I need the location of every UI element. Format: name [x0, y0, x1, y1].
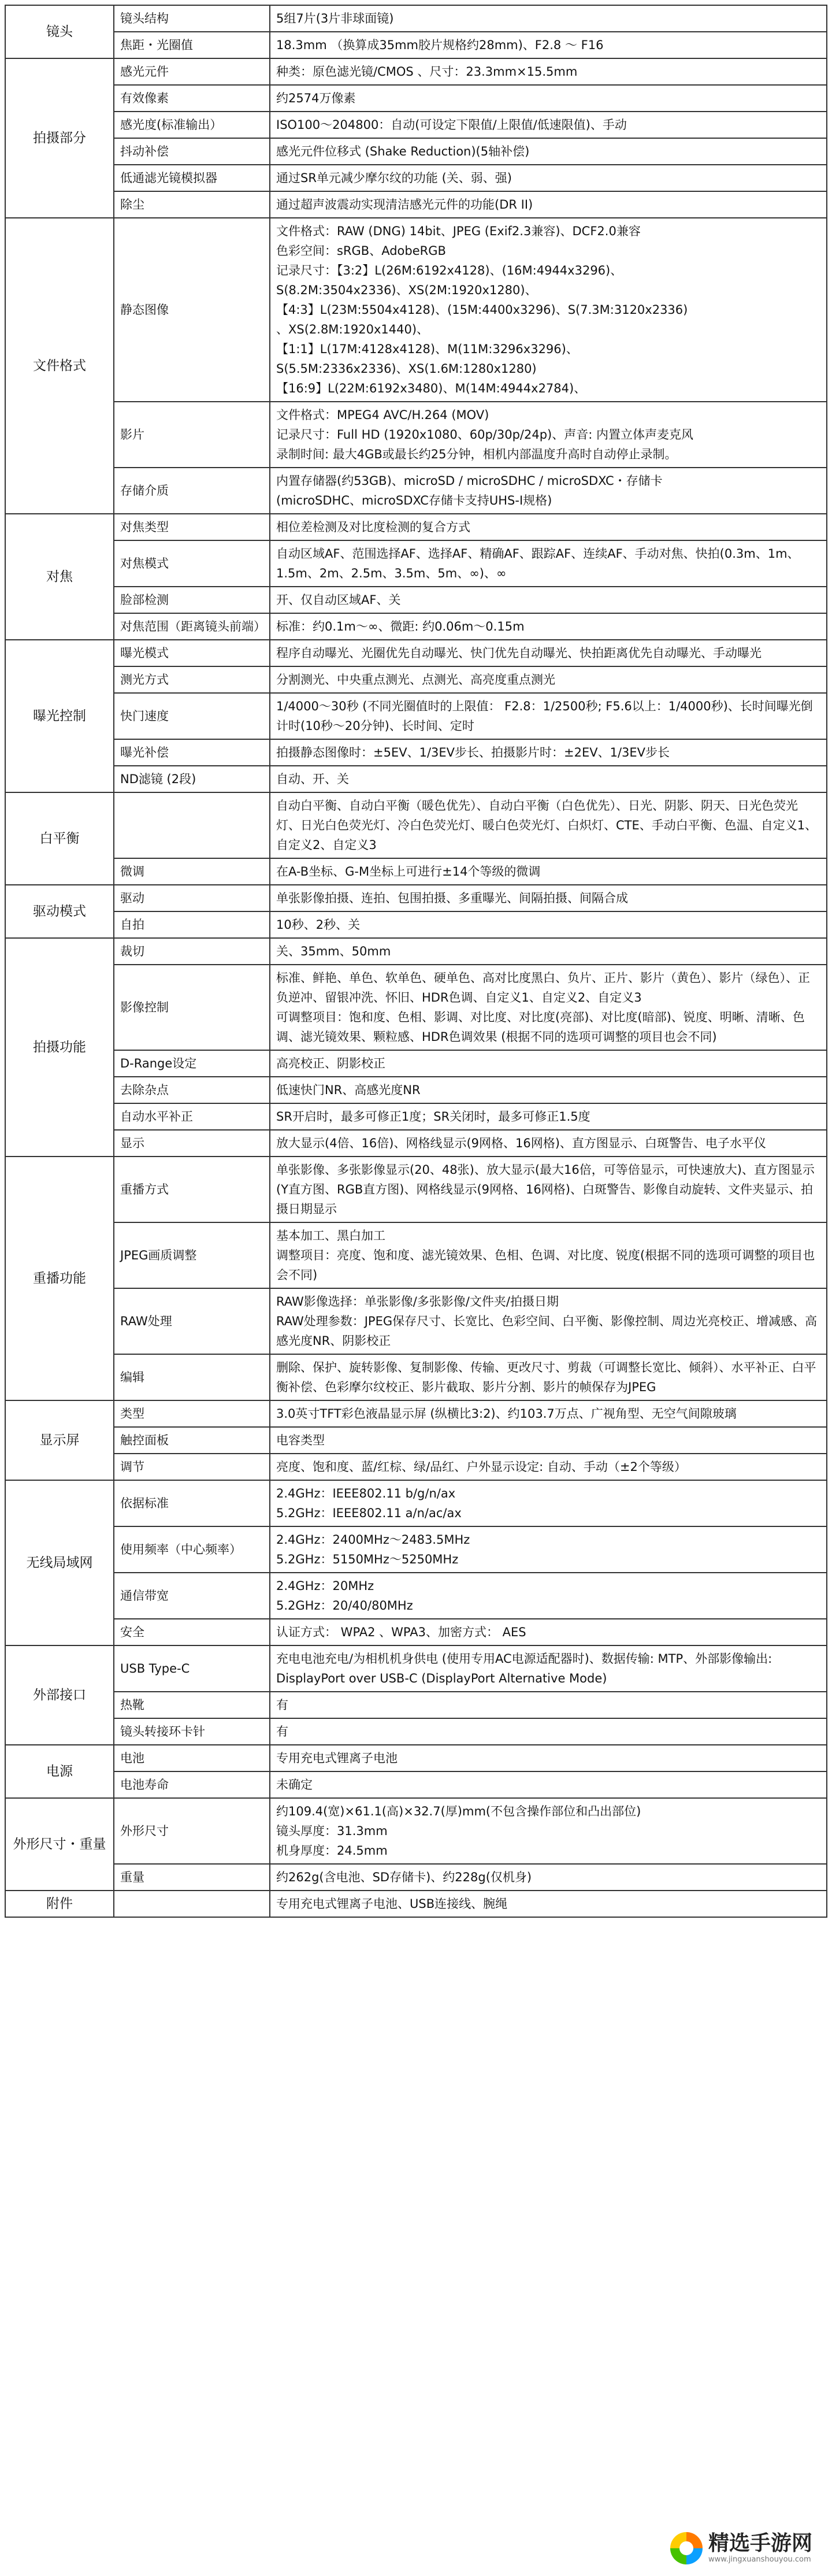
- watermark-url: www.jingxuanshouyou.com: [708, 2555, 811, 2564]
- spec-row: [5, 1692, 827, 1718]
- value-line: 拍摄静态图像时：±5EV、1/3EV步长、拍摄影片时：±2EV、1/3EV步长: [276, 746, 670, 759]
- spec-row: [5, 32, 827, 58]
- item-value-cell: [270, 138, 827, 165]
- spec-row: [5, 1645, 827, 1692]
- spec-row: [5, 85, 827, 112]
- item-label-cell: 影片: [114, 402, 270, 468]
- value-line: 约109.4(宽)×61.1(高)×32.7(厚)mm(不包含操作部位和凸出部位): [276, 1804, 641, 1818]
- item-label-cell: 对焦类型: [114, 514, 270, 540]
- item-label-cell: 脸部检测: [114, 587, 270, 613]
- item-value-cell: [270, 1480, 827, 1526]
- item-label-cell: 通信带宽: [114, 1573, 270, 1619]
- value-line: 分割测光、中央重点测光、点测光、高亮度重点测光: [276, 673, 555, 687]
- item-value-cell: [270, 191, 827, 218]
- item-value-cell: [270, 1157, 827, 1222]
- spec-row: [5, 911, 827, 938]
- value-line: ISO100～204800：自动(可设定下限值/上限值/低速限值)、手动: [276, 118, 627, 132]
- item-label-cell: 镜头转接环卡针: [114, 1718, 270, 1745]
- spec-row: [5, 1130, 827, 1157]
- item-label-cell: [114, 1891, 270, 1917]
- item-value-cell: [270, 911, 827, 938]
- item-value-cell: [270, 1798, 827, 1864]
- value-line: 【4:3】L(23M:5504x4128)、(15M:4400x3296)、S(7.3M:3120x2336): [276, 303, 688, 317]
- item-label-cell: 热靴: [114, 1692, 270, 1718]
- value-line: 专用充电式锂离子电池、USB连接线、腕绳: [276, 1897, 508, 1911]
- value-line: 【1:1】L(17M:4128x4128)、M(11M:3296x3296)、: [276, 342, 578, 356]
- value-line: 开、仅自动区域AF、关: [276, 593, 401, 607]
- value-line: 、XS(2.8M:1920x1440)、: [276, 323, 429, 336]
- spec-row: [5, 1354, 827, 1400]
- item-label-cell: 去除杂点: [114, 1077, 270, 1103]
- item-value-cell: [270, 1771, 827, 1798]
- spec-row: [5, 1771, 827, 1798]
- watermark: [662, 2529, 820, 2568]
- item-label-cell: 曝光补偿: [114, 739, 270, 766]
- spec-row: [5, 1526, 827, 1573]
- item-value-cell: [270, 402, 827, 468]
- item-label-cell: D-Range设定: [114, 1050, 270, 1077]
- spec-row: [5, 540, 827, 587]
- item-value-cell: [270, 5, 827, 32]
- value-line: 5.2GHz：20/40/80MHz: [276, 1599, 413, 1613]
- value-line: 自动白平衡、自动白平衡（暖色优先）、自动白平衡（白色优先）、日光、阴影、阴天、日光色荧光灯、日光白色荧光灯、冷白色荧光灯、暖白色荧光灯、白炽灯、CTE、手动白平衡、色温、自定义1、自定义2、自定义3: [276, 799, 818, 852]
- category-cell: 重播功能: [5, 1157, 114, 1400]
- value-line: S(5.5M:2336x2336)、XS(1.6M:1280x1280): [276, 362, 537, 376]
- value-line: 镜头厚度：31.3mm: [276, 1824, 388, 1838]
- value-line: 在A-B坐标、G-M坐标上可进行±14个等级的微调: [276, 865, 541, 879]
- item-value-cell: [270, 1354, 827, 1400]
- item-value-cell: [270, 965, 827, 1050]
- watermark-title: 精选手游网: [708, 2531, 812, 2555]
- spec-table: [5, 5, 827, 1918]
- value-line: 通过SR单元减少摩尔纹的功能 (关、弱、强): [276, 171, 512, 185]
- item-value-cell: [270, 766, 827, 792]
- value-line: 有: [276, 1698, 288, 1712]
- spec-row: [5, 587, 827, 613]
- value-line: 单张影像拍摄、连拍、包围拍摄、多重曝光、间隔拍摄、间隔合成: [276, 891, 628, 905]
- item-value-cell: [270, 1619, 827, 1645]
- item-value-cell: [270, 540, 827, 587]
- item-value-cell: [270, 885, 827, 911]
- spec-row: [5, 138, 827, 165]
- item-value-cell: [270, 165, 827, 191]
- value-line: 18.3mm （换算成35mm胶片规格约28mm)、F2.8 ～ F16: [276, 38, 604, 52]
- spec-row: [5, 858, 827, 885]
- item-label-cell: 低通滤光镜模拟器: [114, 165, 270, 191]
- spec-row: [5, 766, 827, 792]
- item-label-cell: 类型: [114, 1400, 270, 1427]
- item-value-cell: [270, 693, 827, 739]
- item-value-cell: [270, 938, 827, 965]
- value-line: 关、35mm、50mm: [276, 944, 391, 958]
- spec-row: [5, 1222, 827, 1288]
- item-value-cell: [270, 1130, 827, 1157]
- spec-row: [5, 1891, 827, 1917]
- item-value-cell: [270, 1864, 827, 1891]
- spec-row: [5, 1864, 827, 1891]
- spec-row: [5, 1157, 827, 1222]
- item-value-cell: [270, 666, 827, 693]
- item-label-cell: 重量: [114, 1864, 270, 1891]
- category-cell: 显示屏: [5, 1400, 114, 1480]
- value-line: 内置存储器(约53GB)、microSD / microSDHC / microSDXC・存储卡: [276, 474, 663, 488]
- value-line: 5.2GHz：5150MHz～5250MHz: [276, 1552, 459, 1566]
- value-line: S(8.2M:3504x2336)、XS(2M:1920x1280)、: [276, 283, 537, 297]
- value-line: 基本加工、黑白加工: [276, 1229, 385, 1243]
- item-value-cell: [270, 1891, 827, 1917]
- category-cell: 电源: [5, 1745, 114, 1798]
- spec-row: [5, 58, 827, 85]
- value-line: 自动区域AF、范围选择AF、选择AF、精确AF、跟踪AF、连续AF、手动对焦、快拍(0.3m、1m、1.5m、2m、2.5m、3.5m、5m、∞)、∞: [276, 547, 800, 580]
- spec-row: [5, 1288, 827, 1354]
- item-value-cell: [270, 514, 827, 540]
- item-value-cell: [270, 1718, 827, 1745]
- spec-row: [5, 1718, 827, 1745]
- category-cell: 附件: [5, 1891, 114, 1917]
- item-label-cell: 除尘: [114, 191, 270, 218]
- item-label-cell: 重播方式: [114, 1157, 270, 1222]
- spec-row: [5, 402, 827, 468]
- item-label-cell: 对焦模式: [114, 540, 270, 587]
- item-label-cell: 感光元件: [114, 58, 270, 85]
- spec-row: [5, 5, 827, 32]
- value-line: SR开启时，最多可修正1度；SR关闭时，最多可修正1.5度: [276, 1110, 590, 1124]
- item-value-cell: [270, 1526, 827, 1573]
- item-label-cell: 显示: [114, 1130, 270, 1157]
- item-label-cell: USB Type-C: [114, 1645, 270, 1692]
- item-label-cell: 存储介质: [114, 468, 270, 514]
- item-label-cell: 镜头结构: [114, 5, 270, 32]
- value-line: 可调整项目：饱和度、色相、影调、对比度、对比度(亮部)、对比度(暗部)、锐度、明晰、清晰、色调、滤光镜效果、颗粒感、HDR色调效果 (根据不同的选项可调整的项目也会不同): [276, 1010, 805, 1044]
- item-label-cell: JPEG画质调整: [114, 1222, 270, 1288]
- item-value-cell: [270, 792, 827, 858]
- item-label-cell: 影像控制: [114, 965, 270, 1050]
- value-line: 调整项目：亮度、饱和度、滤光镜效果、色相、色调、对比度、锐度(根据不同的选项可调整的项目也会不同): [276, 1248, 815, 1282]
- item-label-cell: 编辑: [114, 1354, 270, 1400]
- site-logo-icon: [670, 2532, 703, 2564]
- spec-row: [5, 514, 827, 540]
- item-value-cell: [270, 468, 827, 514]
- item-value-cell: [270, 613, 827, 640]
- item-label-cell: 使用频率（中心频率）: [114, 1526, 270, 1573]
- value-line: 2.4GHz：2400MHz～2483.5MHz: [276, 1533, 470, 1547]
- item-value-cell: [270, 1454, 827, 1480]
- value-line: 色彩空间：sRGB、AdobeRGB: [276, 244, 446, 258]
- value-line: (microSDHC、microSDXC存储卡支持UHS-I规格): [276, 494, 552, 507]
- value-line: 自动、开、关: [276, 772, 349, 786]
- value-line: 程序自动曝光、光圈优先自动曝光、快门优先自动曝光、快拍距离优先自动曝光、手动曝光: [276, 646, 762, 660]
- spec-row: [5, 1798, 827, 1864]
- spec-row: [5, 640, 827, 666]
- category-cell: 无线局域网: [5, 1480, 114, 1645]
- spec-row: [5, 739, 827, 766]
- value-line: 5组7片(3片非球面镜): [276, 12, 394, 25]
- spec-row: [5, 191, 827, 218]
- value-line: 标准、鲜艳、单色、软单色、硬单色、高对比度黑白、负片、正片、影片（黄色）、影片（绿色）、正负逆冲、留银冲洗、怀旧、HDR色调、自定义1、自定义2、自定义3: [276, 971, 810, 1005]
- spec-row: [5, 1077, 827, 1103]
- spec-row: [5, 1103, 827, 1130]
- value-line: 未确定: [276, 1778, 313, 1792]
- item-value-cell: [270, 1077, 827, 1103]
- item-label-cell: [114, 792, 270, 858]
- category-cell: 白平衡: [5, 792, 114, 885]
- item-value-cell: [270, 1050, 827, 1077]
- item-label-cell: 对焦范围（距离镜头前端）: [114, 613, 270, 640]
- item-value-cell: [270, 112, 827, 138]
- spec-row: [5, 1427, 827, 1454]
- item-value-cell: [270, 587, 827, 613]
- value-line: 约262g(含电池、SD存储卡)、约228g(仅机身): [276, 1870, 532, 1884]
- item-label-cell: 测光方式: [114, 666, 270, 693]
- category-cell: 文件格式: [5, 218, 114, 514]
- item-label-cell: 有效像素: [114, 85, 270, 112]
- item-label-cell: 触控面板: [114, 1427, 270, 1454]
- spec-row: [5, 1400, 827, 1427]
- value-line: 约2574万像素: [276, 91, 356, 105]
- item-value-cell: [270, 1692, 827, 1718]
- item-label-cell: 曝光模式: [114, 640, 270, 666]
- item-label-cell: 焦距・光圈值: [114, 32, 270, 58]
- value-line: 文件格式：RAW (DNG) 14bit、JPEG (Exif2.3兼容)、DCF2.0兼容: [276, 224, 641, 238]
- value-line: 高亮校正、阴影校正: [276, 1057, 385, 1070]
- item-label-cell: 电池寿命: [114, 1771, 270, 1798]
- item-label-cell: 驱动: [114, 885, 270, 911]
- item-value-cell: [270, 85, 827, 112]
- value-line: 专用充电式锂离子电池: [276, 1751, 398, 1765]
- value-line: 【16:9】L(22M:6192x3480)、M(14M:4944x2784)、: [276, 381, 586, 395]
- spec-row: [5, 468, 827, 514]
- value-line: 亮度、饱和度、蓝/红棕、绿/品红、户外显示设定: 自动、手动（±2个等级）: [276, 1460, 686, 1474]
- item-label-cell: 抖动补偿: [114, 138, 270, 165]
- item-value-cell: [270, 218, 827, 402]
- value-line: 1/4000～30秒 (不同光圈值时的上限值： F2.8：1/2500秒; F5.6以上：1/4000秒)、长时间曝光倒计时(10秒～20分钟)、长时间、定时: [276, 699, 813, 733]
- value-line: 机身厚度：24.5mm: [276, 1844, 388, 1858]
- spec-row: [5, 1745, 827, 1771]
- spec-row: [5, 666, 827, 693]
- spec-row: [5, 693, 827, 739]
- value-line: RAW处理参数：JPEG保存尺寸、长宽比、色彩空间、白平衡、影像控制、周边光亮校正、增减感、高感光度NR、阴影校正: [276, 1314, 818, 1348]
- item-value-cell: [270, 1745, 827, 1771]
- item-label-cell: 安全: [114, 1619, 270, 1645]
- item-label-cell: 微调: [114, 858, 270, 885]
- value-line: 2.4GHz：20MHz: [276, 1579, 374, 1593]
- value-line: 单张影像、多张影像显示(20、48张)、放大显示(最大16倍，可等倍显示，可快速放大)、直方图显示(Y直方图、RGB直方图)、网格线显示(9网格、16网格)、白斑警告、影像自动旋转、文件夹显示、拍摄日期显示: [276, 1163, 815, 1216]
- item-label-cell: 感光度(标准输出）: [114, 112, 270, 138]
- item-label-cell: 依据标准: [114, 1480, 270, 1526]
- spec-row: [5, 165, 827, 191]
- value-line: 2.4GHz：IEEE802.11 b/g/n/ax: [276, 1487, 456, 1500]
- item-value-cell: [270, 1222, 827, 1288]
- item-label-cell: 自拍: [114, 911, 270, 938]
- item-label-cell: 裁切: [114, 938, 270, 965]
- item-value-cell: [270, 1103, 827, 1130]
- spec-table-body: [5, 5, 827, 1917]
- item-value-cell: [270, 58, 827, 85]
- category-cell: 外部接口: [5, 1645, 114, 1745]
- spec-row: [5, 792, 827, 858]
- value-line: RAW影像选择：单张影像/多张影像/文件夹/拍摄日期: [276, 1295, 559, 1309]
- item-label-cell: RAW处理: [114, 1288, 270, 1354]
- spec-row: [5, 1619, 827, 1645]
- item-value-cell: [270, 858, 827, 885]
- value-line: 删除、保护、旋转影像、复制影像、传输、更改尺寸、剪裁（可调整长宽比、倾斜）、水平补正、白平衡补偿、色彩摩尔纹校正、影片截取、影片分割、影片的帧保存为JPEG: [276, 1361, 816, 1394]
- spec-row: [5, 218, 827, 402]
- item-value-cell: [270, 1288, 827, 1354]
- value-line: 记录尺寸：【3:2】L(26M:6192x4128)、(16M:4944x3296)、: [276, 264, 623, 277]
- value-line: 记录尺寸：Full HD (1920x1080、60p/30p/24p)、声音: 内置立体声麦克风: [276, 428, 693, 442]
- item-label-cell: ND滤镜 (2段): [114, 766, 270, 792]
- spec-row: [5, 1573, 827, 1619]
- item-label-cell: 静态图像: [114, 218, 270, 402]
- value-line: 低速快门NR、高感光度NR: [276, 1083, 421, 1097]
- item-label-cell: 外形尺寸: [114, 1798, 270, 1864]
- category-cell: 驱动模式: [5, 885, 114, 938]
- value-line: 感光元件位移式 (Shake Reduction)(5轴补偿): [276, 144, 530, 158]
- item-label-cell: 自动水平补正: [114, 1103, 270, 1130]
- value-line: 相位差检测及对比度检测的复合方式: [276, 520, 470, 534]
- category-cell: 外形尺寸・重量: [5, 1798, 114, 1891]
- value-line: 3.0英寸TFT彩色液晶显示屏 (纵横比3:2)、约103.7万点、广视角型、无空气间隙玻璃: [276, 1407, 737, 1421]
- item-value-cell: [270, 32, 827, 58]
- item-value-cell: [270, 1427, 827, 1454]
- item-value-cell: [270, 1645, 827, 1692]
- value-line: 5.2GHz：IEEE802.11 a/n/ac/ax: [276, 1506, 462, 1520]
- value-line: 标准：约0.1m～∞、微距: 约0.06m～0.15m: [276, 620, 525, 633]
- spec-row: [5, 1454, 827, 1480]
- value-line: 10秒、2秒、关: [276, 918, 361, 932]
- value-line: 录制时间: 最大4GB或最长约25分钟，相机内部温度升高时自动停止录制。: [276, 447, 677, 461]
- spec-row: [5, 613, 827, 640]
- item-label-cell: 快门速度: [114, 693, 270, 739]
- spec-row: [5, 112, 827, 138]
- value-line: 有: [276, 1725, 288, 1739]
- category-cell: 拍摄部分: [5, 58, 114, 218]
- value-line: 通过超声波震动实现清洁感光元件的功能(DR II): [276, 198, 533, 212]
- item-label-cell: 调节: [114, 1454, 270, 1480]
- value-line: 电容类型: [276, 1433, 325, 1447]
- spec-row: [5, 1480, 827, 1526]
- spec-row: [5, 885, 827, 911]
- item-value-cell: [270, 640, 827, 666]
- spec-row: [5, 1050, 827, 1077]
- item-value-cell: [270, 1573, 827, 1619]
- category-cell: 曝光控制: [5, 640, 114, 792]
- value-line: 认证方式： WPA2 、WPA3、加密方式： AES: [276, 1625, 526, 1639]
- item-label-cell: 电池: [114, 1745, 270, 1771]
- item-value-cell: [270, 739, 827, 766]
- spec-row: [5, 965, 827, 1050]
- value-line: 放大显示(4倍、16倍)、网格线显示(9网格、16网格)、直方图显示、白斑警告、电子水平仪: [276, 1136, 766, 1150]
- category-cell: 对焦: [5, 514, 114, 640]
- value-line: 充电电池充电/为相机机身供电 (使用专用AC电源适配器时)、数据传输: MTP、外部影像输出: DisplayPort over USB-C (DisplayPort Alternative Mode): [276, 1652, 772, 1685]
- value-line: 文件格式：MPEG4 AVC/H.264 (MOV): [276, 408, 489, 422]
- category-cell: 镜头: [5, 5, 114, 58]
- category-cell: 拍摄功能: [5, 938, 114, 1157]
- spec-row: [5, 938, 827, 965]
- value-line: 种类：原色滤光镜/CMOS 、尺寸：23.3mm×15.5mm: [276, 65, 578, 79]
- item-value-cell: [270, 1400, 827, 1427]
